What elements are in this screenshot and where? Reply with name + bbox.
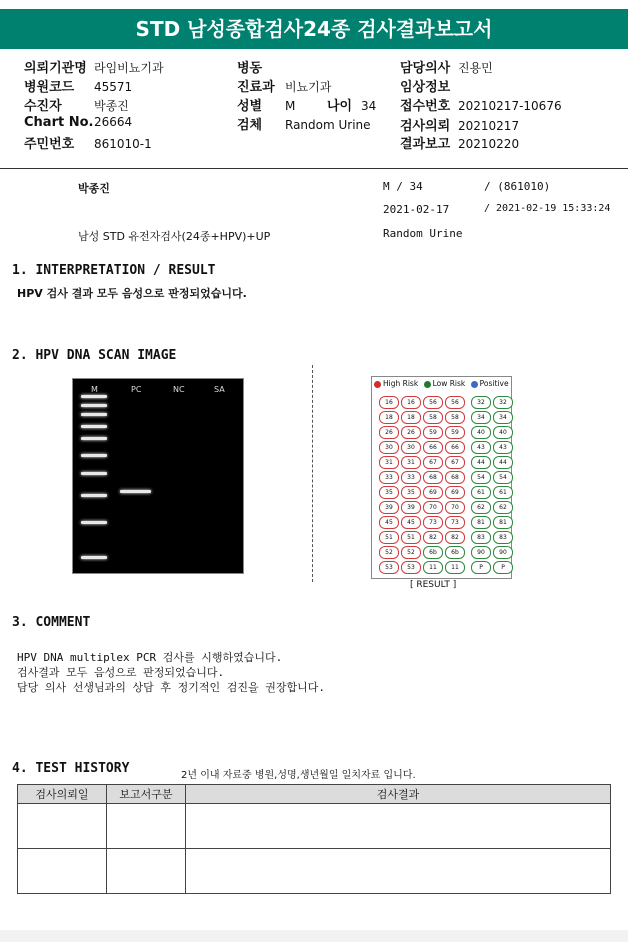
hpv-type-cell: 26: [401, 426, 421, 439]
hpv-type-cell: 62: [471, 501, 491, 514]
header-field: [400, 57, 493, 76]
header-field: [24, 115, 132, 130]
header-field: [400, 133, 519, 152]
hpv-type-cell: 83: [471, 531, 491, 544]
comment-line: HPV DNA multiplex PCR 검사를 시행하였습니다.: [17, 651, 283, 664]
hpv-type-cell: 53: [379, 561, 399, 574]
header-value: 비뇨기과: [285, 80, 332, 94]
header-value: 861010-1: [94, 137, 152, 151]
header-label: 검사의뢰: [400, 119, 451, 134]
header-value: Random Urine: [285, 118, 371, 132]
header-field: [24, 133, 152, 152]
header-value: 26664: [94, 115, 133, 129]
header-label: 수진자: [24, 99, 62, 114]
section-interpretation-title: 1. INTERPRETATION / RESULT: [12, 263, 216, 278]
header-label: 접수번호: [400, 99, 451, 114]
header-field: [400, 115, 519, 134]
history-col-header: 보고서구분: [107, 785, 186, 804]
header-field: [237, 114, 371, 133]
hpv-type-cell: 69: [423, 486, 443, 499]
birth-date: / (861010): [484, 180, 551, 193]
hpv-type-cell: 83: [493, 531, 513, 544]
hpv-type-cell: 32: [493, 396, 513, 409]
hpv-type-cell: 44: [471, 456, 491, 469]
hpv-type-cell: 52: [401, 546, 421, 559]
gel-lane-label: NC: [173, 385, 185, 394]
hpv-type-cell: 54: [471, 471, 491, 484]
history-table: [17, 784, 611, 894]
marker-band: [81, 413, 107, 416]
legend-label: Positive: [479, 379, 509, 388]
hpv-type-cell: 61: [471, 486, 491, 499]
hpv-type-cell: 40: [471, 426, 491, 439]
hpv-type-cell: 18: [401, 411, 421, 424]
marker-band: [81, 454, 107, 457]
report-title: STD 남성종합검사24종 검사결과보고서: [0, 9, 628, 49]
header-value: 20210220: [458, 137, 520, 151]
header-label: 담당의사: [400, 61, 451, 76]
header-label: 병원코드: [24, 80, 75, 95]
hpv-type-cell: 16: [379, 396, 399, 409]
divider-dotted: [312, 365, 313, 582]
hpv-type-cell: 18: [379, 411, 399, 424]
hpv-type-cell: 61: [493, 486, 513, 499]
hpv-type-cell: 67: [445, 456, 465, 469]
report-datetime: / 2021-02-19 15:33:24: [484, 203, 611, 214]
hpv-type-cell: 58: [423, 411, 443, 424]
hpv-type-cell: 30: [379, 441, 399, 454]
history-note: 2년 이내 자료중 병원,성명,생년월일 일치자료 입니다.: [181, 770, 416, 781]
hpv-type-cell: 43: [493, 441, 513, 454]
marker-band: [81, 494, 107, 497]
header-field: [24, 76, 132, 95]
report-header: [0, 52, 628, 169]
hpv-type-cell: 56: [445, 396, 465, 409]
hpv-type-cell: 56: [423, 396, 443, 409]
header-label: 결과보고: [400, 137, 451, 152]
hpv-type-cell: 66: [423, 441, 443, 454]
hpv-type-cell: 73: [445, 516, 465, 529]
header-value: 34: [361, 99, 377, 113]
header-label: 주민번호: [24, 137, 75, 152]
header-label: 임상정보: [400, 80, 451, 95]
hpv-result-grid: [371, 376, 512, 579]
hpv-type-cell: 82: [445, 531, 465, 544]
header-value: M: [285, 99, 296, 113]
sex-age: M / 34: [383, 180, 423, 193]
hpv-type-cell: 11: [423, 561, 443, 574]
hpv-legend: [374, 379, 509, 388]
low-risk-dot-icon: [424, 381, 431, 388]
header-label: 성별: [237, 99, 263, 114]
hpv-type-cell: 39: [379, 501, 399, 514]
result-caption: [ RESULT ]: [410, 580, 457, 590]
hpv-type-cell: 66: [445, 441, 465, 454]
history-col-header: 검사의뢰일: [18, 785, 107, 804]
hpv-type-cell: 59: [445, 426, 465, 439]
interpretation-text: HPV 검사 결과 모두 음성으로 판정되었습니다.: [17, 287, 247, 300]
section-comment-title: 3. COMMENT: [12, 615, 91, 630]
hpv-type-cell: 45: [401, 516, 421, 529]
history-header-row: [18, 785, 611, 804]
hpv-type-cell: 69: [445, 486, 465, 499]
marker-band: [81, 521, 107, 524]
header-field: [24, 57, 164, 76]
gel-lane-label: SA: [214, 385, 225, 394]
hpv-type-cell: 34: [493, 411, 513, 424]
header-label: 병동: [237, 61, 263, 76]
table-row: [18, 849, 611, 894]
section-scan-image-title: 2. HPV DNA SCAN IMAGE: [12, 348, 177, 363]
hpv-type-cell: 35: [379, 486, 399, 499]
legend-label: Low Risk: [432, 379, 466, 388]
marker-band: [81, 472, 107, 475]
hpv-type-cell: 58: [445, 411, 465, 424]
comment-line: 검사결과 모두 음성으로 판정되었습니다.: [17, 666, 225, 679]
marker-band: [81, 395, 107, 398]
hpv-type-cell: 52: [379, 546, 399, 559]
header-value: 박종진: [94, 99, 129, 113]
header-value: 45571: [94, 80, 133, 94]
hpv-type-cell: 40: [493, 426, 513, 439]
header-value: 진용민: [458, 61, 493, 75]
header-label: 나이: [327, 99, 353, 114]
header-field: [24, 95, 129, 114]
gel-lane-label: M: [91, 385, 98, 394]
header-field: [237, 76, 331, 95]
hpv-type-cell: 16: [401, 396, 421, 409]
gel-lane-label: PC: [131, 385, 142, 394]
header-label: 진료과: [237, 80, 275, 95]
hpv-type-cell: 68: [423, 471, 443, 484]
header-label: 의뢰기관명: [24, 61, 87, 76]
hpv-type-cell: 6b: [423, 546, 443, 559]
hpv-type-cell: 33: [401, 471, 421, 484]
hpv-type-cell: 81: [471, 516, 491, 529]
hpv-type-cell: 81: [493, 516, 513, 529]
hpv-type-cell: 70: [445, 501, 465, 514]
pc-band: [120, 490, 151, 493]
hpv-type-cell: 30: [401, 441, 421, 454]
hpv-type-cell: 44: [493, 456, 513, 469]
header-field: [237, 57, 285, 76]
header-field: [400, 95, 562, 114]
section-history-title: 4. TEST HISTORY: [12, 761, 130, 776]
hpv-type-cell: 82: [423, 531, 443, 544]
hpv-type-cell: 31: [401, 456, 421, 469]
hpv-type-cell: 53: [401, 561, 421, 574]
hpv-type-cell: 70: [423, 501, 443, 514]
marker-band: [81, 425, 107, 428]
comment-line: 담당 의사 선생님과의 상담 후 정기적인 검진을 권장합니다.: [17, 681, 326, 694]
hpv-type-cell: 45: [379, 516, 399, 529]
hpv-type-cell: 43: [471, 441, 491, 454]
marker-band: [81, 437, 107, 440]
header-label: Chart No.: [24, 115, 94, 130]
hpv-type-cell: 32: [471, 396, 491, 409]
header-field: [400, 76, 458, 95]
hpv-type-cell: 90: [471, 546, 491, 559]
header-value: 20210217: [458, 119, 520, 133]
hpv-type-cell: 39: [401, 501, 421, 514]
legend-label: High Risk: [383, 379, 419, 388]
marker-band: [81, 556, 107, 559]
hpv-type-cell: 31: [379, 456, 399, 469]
hpv-type-cell: 26: [379, 426, 399, 439]
request-date: 2021-02-17: [383, 203, 450, 216]
hpv-type-cell: 51: [379, 531, 399, 544]
header-field: [237, 95, 376, 114]
header-value: 라임비뇨기과: [94, 61, 164, 75]
hpv-type-cell: P: [471, 561, 491, 574]
hpv-type-cell: 34: [471, 411, 491, 424]
hpv-type-cell: 11: [445, 561, 465, 574]
test-name: 남성 STD 유전자검사(24종+HPV)+UP: [78, 230, 271, 243]
hpv-type-cell: 59: [423, 426, 443, 439]
header-label: 검체: [237, 118, 263, 133]
hpv-type-cell: 35: [401, 486, 421, 499]
hpv-type-cell: 51: [401, 531, 421, 544]
marker-band: [81, 404, 107, 407]
patient-name: 박종진: [78, 182, 110, 195]
hpv-type-cell: 62: [493, 501, 513, 514]
header-value: 20210217-10676: [458, 99, 562, 113]
hpv-type-cell: 54: [493, 471, 513, 484]
hpv-type-cell: P: [493, 561, 513, 574]
specimen: Random Urine: [383, 227, 463, 240]
history-col-header: 검사결과: [186, 785, 611, 804]
hpv-type-cell: 67: [423, 456, 443, 469]
positive-dot-icon: [471, 381, 478, 388]
gel-electrophoresis-image: [72, 378, 244, 574]
hpv-type-cell: 68: [445, 471, 465, 484]
hpv-type-cell: 73: [423, 516, 443, 529]
hpv-type-cell: 33: [379, 471, 399, 484]
high-risk-dot-icon: [374, 381, 381, 388]
table-row: [18, 804, 611, 849]
hpv-type-cell: 90: [493, 546, 513, 559]
hpv-type-cell: 6b: [445, 546, 465, 559]
